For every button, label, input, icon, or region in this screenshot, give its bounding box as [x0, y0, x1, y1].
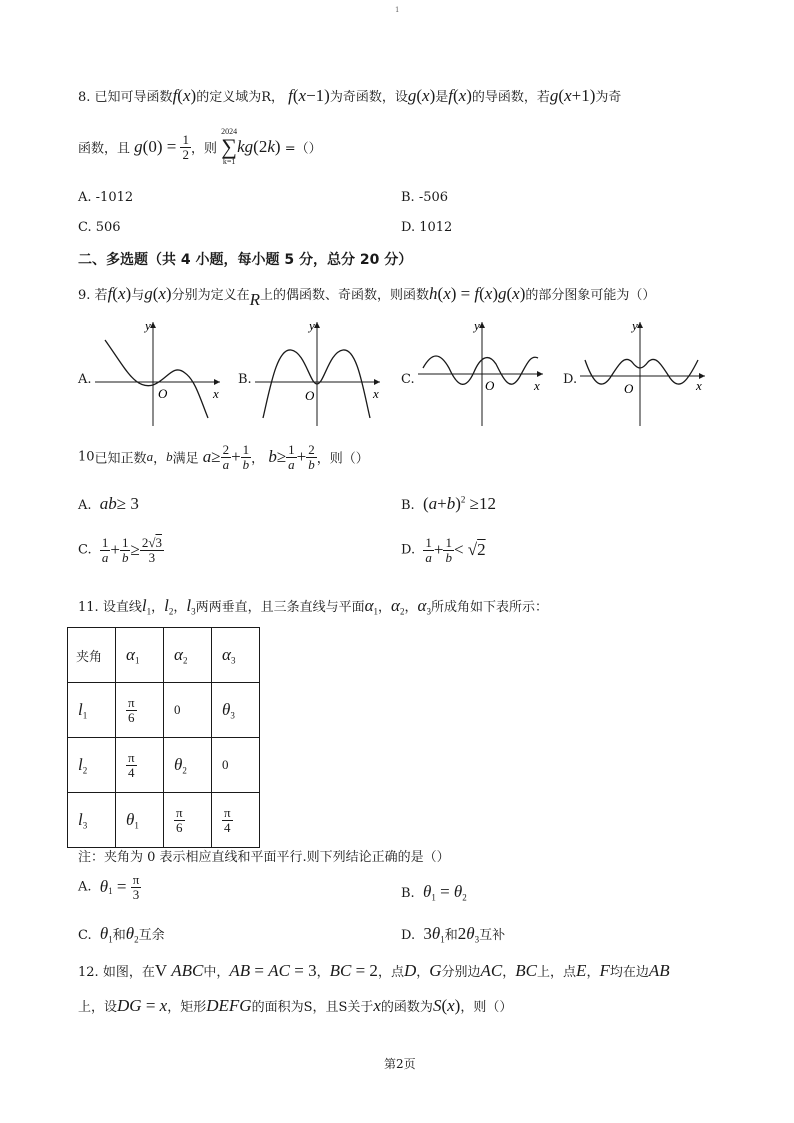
table-cell: $\alpha_2$	[164, 628, 212, 683]
svg-text:x: x	[696, 378, 702, 393]
q11-option-b[interactable]: B. $\theta_1 = \theta_2$	[401, 882, 467, 903]
table-row	[68, 628, 260, 683]
page-top-mark: 1	[395, 6, 400, 14]
table-cell: $\alpha_3$	[212, 628, 260, 683]
q8-fx: f	[172, 86, 178, 105]
q11-option-c[interactable]: C. $\theta_1$和$\theta_2$互余	[78, 924, 165, 945]
origin-label: O	[158, 386, 168, 401]
q8-option-c[interactable]: C. 506	[78, 220, 121, 235]
table-cell: $l_2$	[68, 738, 116, 793]
q9-graph-b[interactable]	[255, 318, 385, 428]
q9-graph-a[interactable]	[95, 318, 225, 428]
q8-fraction-half: $\frac{1}{2}$	[182, 131, 189, 162]
q9-graph-c[interactable]	[418, 318, 548, 428]
table-cell: $\alpha_1$	[116, 628, 164, 683]
question-8-line-1: 8. 已知可导函数f(x)的定义域为R， f(x−1)为奇函数，设g(x)是f(x)的导函数，若g(x+1)为奇	[78, 86, 622, 105]
q8-text: 已知可导函数	[94, 90, 173, 105]
q8-sum-symbol: 2024 ∑ k=1	[221, 127, 238, 166]
question-8-line-2: 函数，且 g(0) = $\frac{1}{2}$ ，则 2024 ∑ k=1 kg(2k) =（）	[78, 127, 322, 166]
q11-note: 注：夹角为 0 表示相应直线和平面平行.则下列结论正确的是（）	[78, 850, 450, 865]
svg-text:O: O	[305, 388, 315, 403]
q8-text: 的导函数，若	[471, 90, 550, 105]
q10-option-d[interactable]: D. $\frac{1}{a}$ + $\frac{1}{b}$ < √2	[401, 535, 486, 565]
svg-text:y: y	[309, 318, 315, 333]
q10-option-b[interactable]: B. $(a+b)^2 \ge 12$	[401, 494, 496, 513]
q9-option-c-label[interactable]: C.	[401, 372, 415, 387]
q8-option-d[interactable]: D. 1012	[401, 220, 453, 235]
table-row	[68, 683, 260, 738]
q11-option-d[interactable]: D. $3\theta_1$和$2\theta_3$互补	[401, 924, 506, 945]
q9-graph-d[interactable]	[580, 318, 710, 428]
question-12-line-1: 12. 如图，在V ABC中，AB = AC = 3，BC = 2，点D，G分别边AC，BC上，点E，F均在边AB	[78, 961, 670, 980]
q8-text: 函数，且	[78, 141, 131, 157]
table-cell: 0	[164, 683, 212, 738]
q8-text: ，则	[190, 141, 217, 157]
q10-option-c[interactable]: C. $\frac{1}{a}$ + $\frac{1}{b}$ ≥ $\frac{2√3}{3}$	[78, 535, 162, 565]
axis-y-label: y	[145, 318, 151, 333]
question-10-text: 10已知正数a，b满足 a≥ $\frac{2}{a}$ + $\frac{1}{b}$ ， b≥ $\frac{1}{a}$ + $\frac{2}{b}$ ，则（）	[78, 442, 369, 472]
q9-option-b-label[interactable]: B.	[238, 372, 252, 387]
q8-option-a[interactable]: A. -1012	[78, 190, 134, 205]
q8-option-b[interactable]: B. -506	[401, 190, 449, 205]
svg-text:x: x	[373, 386, 379, 401]
table-cell: $\frac{\pi}{4}$	[212, 793, 260, 848]
svg-text:x: x	[534, 378, 540, 393]
q11-angle-table	[67, 627, 260, 848]
svg-text:O: O	[624, 381, 634, 396]
table-cell: $l_3$	[68, 793, 116, 848]
q8-text: 的定义域为R，	[196, 90, 284, 105]
table-row	[68, 793, 260, 848]
q9-option-d-label[interactable]: D.	[563, 372, 578, 387]
question-9-text: 9. 若f(x)与g(x)分别为定义在R上的偶函数、奇函数，则函数h(x) = f(x)g(x)的部分图象可能为（）	[78, 284, 656, 309]
q8-text: =（）	[284, 141, 322, 157]
q11-option-a[interactable]: A. $\theta_1$ = $\frac{\pi}{3}$	[78, 872, 140, 902]
table-cell: 0	[212, 738, 260, 793]
table-cell: $\theta_1$	[116, 793, 164, 848]
page-footer: 第2页	[384, 1057, 416, 1071]
q9-option-a-label[interactable]: A.	[78, 372, 92, 387]
q8-text: 为奇函数，设	[329, 90, 408, 105]
table-cell: $\theta_3$	[212, 683, 260, 738]
q8-number: 8.	[78, 90, 91, 105]
axis-x-label: x	[213, 386, 219, 401]
svg-text:O: O	[485, 378, 495, 393]
table-header-cell: 夹角	[68, 628, 116, 683]
question-12-line-2: 上，设DG = x，矩形DEFG的面积为S，且S关于x的函数为S(x)，则（）	[78, 996, 513, 1015]
table-cell: $\frac{\pi}{6}$	[116, 683, 164, 738]
q10-option-a[interactable]: A. ab≥ 3	[78, 494, 139, 513]
svg-text:y: y	[632, 318, 638, 333]
table-cell: $\theta_2$	[164, 738, 212, 793]
question-11-text: 11. 设直线$l_1$，$l_2$，$l_3$两两垂直，且三条直线与平面$\alpha_1$，$\alpha_2$，$\alpha_3$所成角如下表所示：	[78, 596, 548, 617]
table-cell: $\frac{\pi}{4}$	[116, 738, 164, 793]
svg-text:y: y	[474, 318, 480, 333]
q8-text: 为奇	[595, 90, 622, 105]
table-cell: $\frac{\pi}{6}$	[164, 793, 212, 848]
section-2-title: 二、多选题（共 4 小题，每小题 5 分，总分 20 分）	[78, 252, 413, 268]
q8-text: 是	[435, 90, 449, 105]
table-cell: $l_1$	[68, 683, 116, 738]
table-row	[68, 738, 260, 793]
